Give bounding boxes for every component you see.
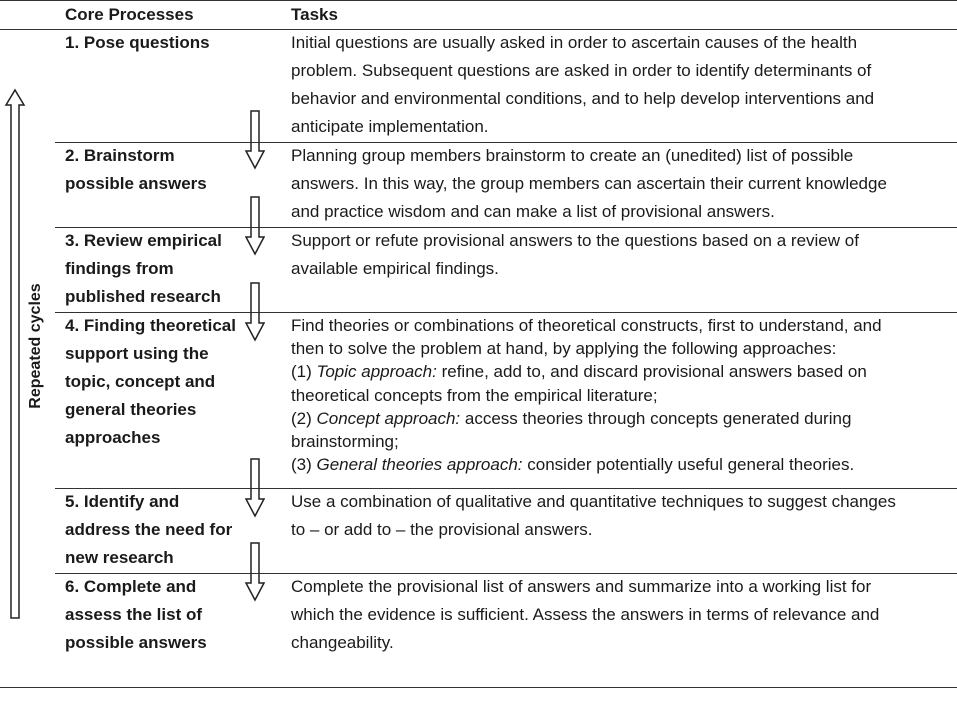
process-line: address the need for [65, 520, 233, 539]
task-line: Planning group members brainstorm to create an (unedited) list of possible [291, 146, 854, 165]
approach-text: access theories through concepts generated during [460, 408, 852, 428]
process-line: published research [65, 287, 221, 306]
process-4-finding-theoretical-support [65, 312, 280, 452]
approach-name: Topic approach: [316, 362, 437, 382]
process-line: 2. Brainstorm [65, 146, 175, 165]
process-line: findings from [65, 259, 174, 278]
process-line: possible answers [65, 633, 207, 652]
process-2-brainstorm [65, 142, 280, 198]
approach-prefix: (3) [291, 455, 317, 475]
task-line: changeability. [291, 633, 394, 652]
approach-name: General theories approach: [316, 455, 523, 475]
task-line: behavior and environmental conditions, and to help develop interventions and [291, 89, 875, 108]
task-line: and practice wisdom and can make a list of provisional answers. [291, 202, 775, 221]
process-line: support using the [65, 344, 209, 363]
process-line: approaches [65, 428, 161, 447]
task-line: then to solve the problem at hand, by applying the following approaches: [291, 339, 837, 359]
process-line: assess the list of [65, 605, 203, 624]
task-2 [291, 142, 953, 226]
task-3 [291, 227, 953, 283]
repeated-cycles-label: Repeated cycles [27, 283, 44, 409]
process-1-pose-questions [65, 29, 280, 57]
task-line: Find theories or combinations of theoretical constructs, first to understand, and [291, 316, 882, 335]
process-6-complete-and-assess [65, 573, 280, 657]
task-line: Support or refute provisional answers to the questions based on a review of [291, 231, 859, 250]
process-3-review-empirical-findings [65, 227, 280, 311]
task-line [291, 407, 953, 430]
process-line: 3. Review empirical [65, 231, 222, 250]
repeated-cycles-up-arrow-icon [4, 88, 26, 620]
task-line: Use a combination of qualitative and quantitative techniques to suggest changes [291, 492, 896, 511]
task-line: answers. In this way, the group members can ascertain their current knowledge [291, 174, 887, 193]
task-6 [291, 573, 953, 657]
task-line: anticipate implementation. [291, 117, 489, 136]
process-line: new research [65, 548, 174, 567]
process-line: general theories [65, 400, 197, 419]
task-line: to – or add to – the provisional answers. [291, 520, 593, 539]
header-tasks: Tasks [291, 5, 338, 24]
approach-text: consider potentially useful general theories. [522, 455, 855, 475]
task-line: brainstorming; [291, 432, 399, 452]
task-line [291, 453, 953, 476]
task-4 [291, 314, 953, 476]
process-line: 4. Finding theoretical [65, 316, 236, 335]
header-core-processes: Core Processes [65, 5, 194, 24]
task-line: which the evidence is sufficient. Assess the answers in terms of relevance and [291, 605, 880, 624]
task-line: Complete the provisional list of answers and summarize into a working list for [291, 577, 872, 596]
task-5 [291, 488, 953, 544]
approach-name: Concept approach: [316, 408, 461, 428]
process-line: topic, concept and [65, 372, 216, 391]
process-line: 6. Complete and [65, 577, 197, 596]
approach-text: refine, add to, and discard provisional answers based on [436, 362, 867, 382]
process-line: 1. Pose questions [65, 33, 210, 52]
approach-prefix: (1) [291, 362, 317, 382]
task-line: Initial questions are usually asked in order to ascertain causes of the health [291, 33, 858, 52]
task-line [291, 360, 953, 383]
task-line: problem. Subsequent questions are asked in order to identify determinants of [291, 61, 872, 80]
table-bottom-rule [0, 687, 957, 688]
task-1 [291, 29, 953, 141]
process-line: possible answers [65, 174, 207, 193]
process-5-identify-research-need [65, 488, 280, 572]
approach-prefix: (2) [291, 408, 317, 428]
task-line: theoretical concepts from the empirical literature; [291, 385, 658, 405]
table-top-rule [0, 0, 957, 1]
task-line: available empirical findings. [291, 259, 499, 278]
process-line: 5. Identify and [65, 492, 180, 511]
